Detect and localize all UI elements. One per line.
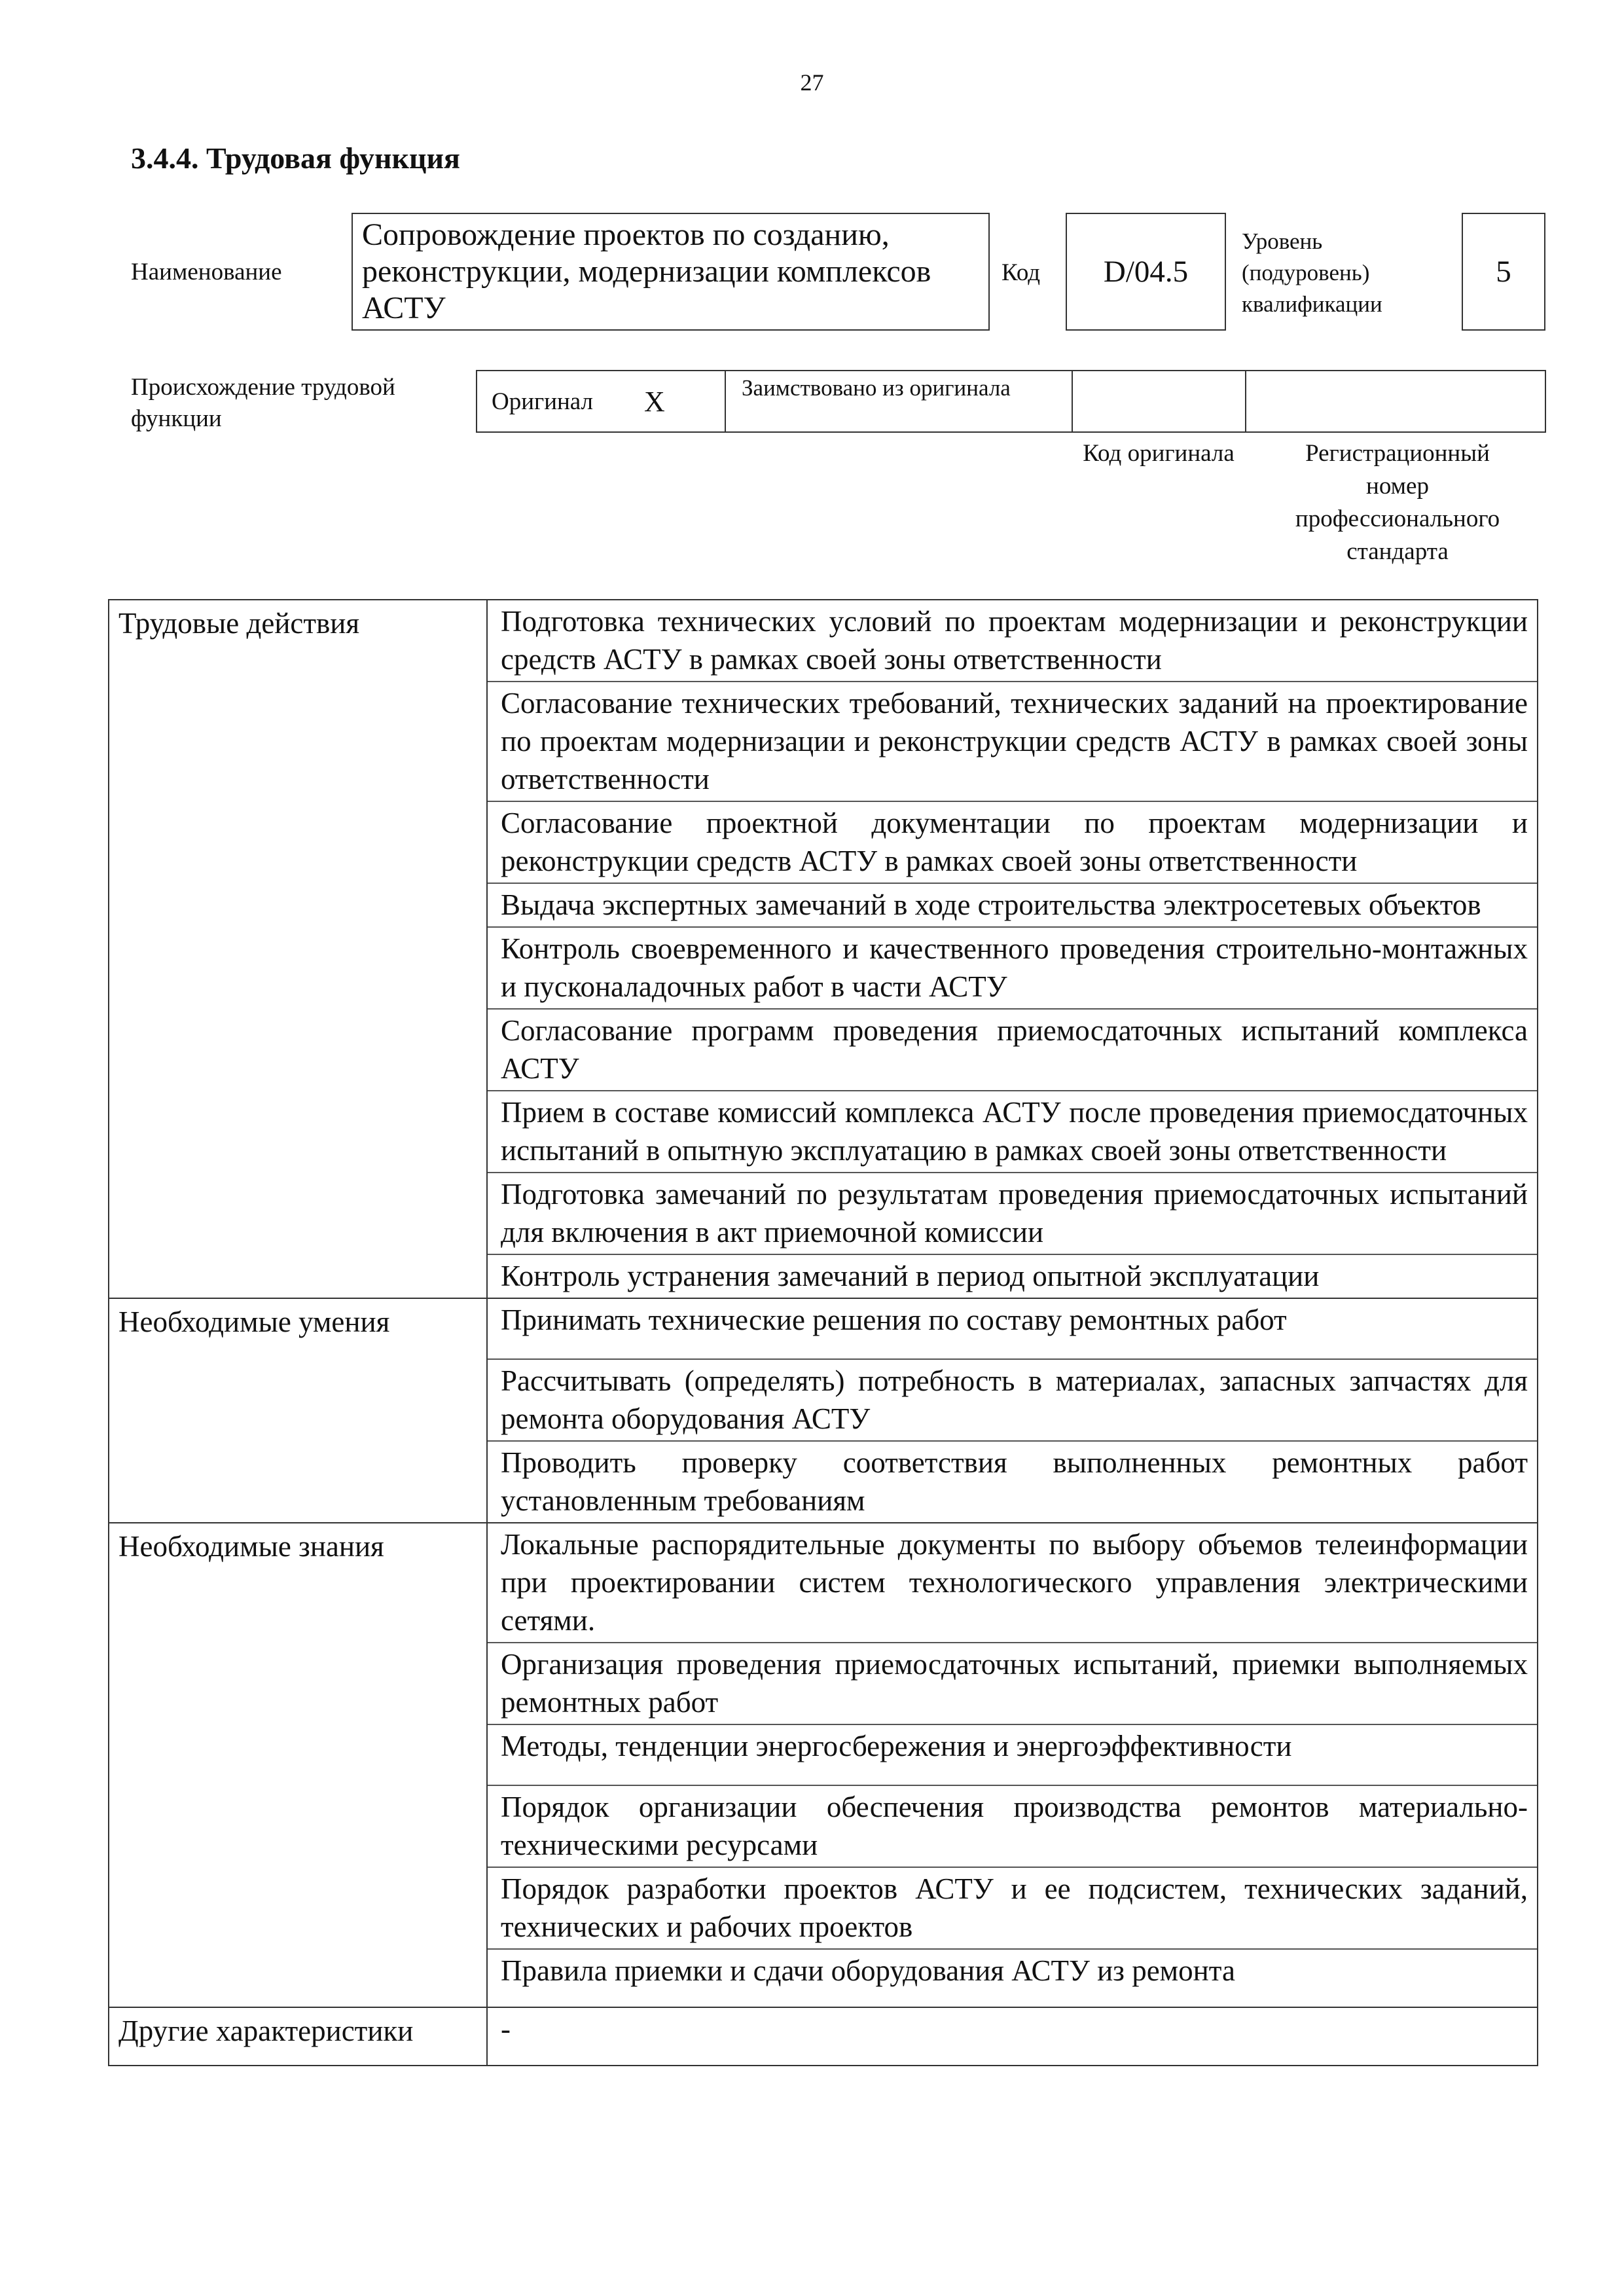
list-item: Проводить проверку соответствия выполненных ремонтных работ установленным требованиям: [501, 1446, 1528, 1517]
list-item: Методы, тенденции энергосбережения и энергоэффективности: [488, 1725, 1537, 1786]
reg-number-caption: Регистрационный номер профессионального стандарта: [1295, 440, 1500, 565]
list-item: Порядок организации обеспечения производства ремонтов материально-техническими ресурсами: [488, 1786, 1537, 1868]
qualification-level-value: 5: [1462, 213, 1545, 331]
list-item: Подготовка замечаний по результатам проведения приемосдаточных испытаний для включения в акт приемочной комиссии: [488, 1173, 1537, 1255]
list-item: Локальные распорядительные документы по выбору объемов телеинформации при проектировании систем технологического управления электрическими сетями.: [488, 1523, 1537, 1643]
section-items: [487, 600, 1538, 1298]
list-item: -: [501, 2013, 511, 2045]
section-title: 3.4.4. Трудовая функция: [131, 141, 460, 175]
list-item: Согласование программ проведения приемосдаточных испытаний комплекса АСТУ: [488, 1010, 1537, 1091]
list-item: Порядок разработки проектов АСТУ и ее подсистем, технических заданий, технических и рабочих проектов: [488, 1868, 1537, 1950]
section-category: Трудовые действия: [109, 600, 487, 1298]
section-row: [109, 2007, 1538, 2066]
original-code-cell: [1073, 371, 1246, 431]
list-item: Рассчитывать (определять) потребность в материалах, запасных запчастях для ремонта оборудования АСТУ: [488, 1360, 1537, 1442]
section-category: Необходимые умения: [109, 1298, 487, 1523]
list-item: Контроль устранения замечаний в период опытной эксплуатации: [501, 1260, 1320, 1292]
section-category: Другие характеристики: [109, 2007, 487, 2066]
list-item: Согласование проектной документации по проектам модернизации и реконструкции средств АСТУ в рамках своей зоны ответственности: [488, 802, 1537, 884]
function-name-value: Сопровождение проектов по созданию, реконструкции, модернизации комплексов АСТУ: [352, 213, 990, 331]
list-item: Выдача экспертных замечаний в ходе строительства электросетевых объектов: [488, 884, 1537, 928]
section-items: [487, 1298, 1538, 1523]
original-code-caption: Код оригинала: [1083, 440, 1235, 467]
section-category: Необходимые знания: [109, 1523, 487, 2007]
list-item: Согласование технических требований, технических заданий на проектирование по проектам модернизации и реконструкции средств АСТУ в рамках своей зоны ответственности: [488, 682, 1537, 802]
origin-label: Происхождение трудовой функции: [131, 374, 395, 432]
reg-number-cell: [1246, 371, 1545, 431]
section-row: [109, 1298, 1538, 1523]
qualification-level-label: Уровень (подуровень) квалификации: [1242, 228, 1382, 317]
original-label: Оригинал: [492, 388, 594, 415]
name-label: Наименование: [131, 259, 282, 285]
list-item: Подготовка технических условий по проектам модернизации и реконструкции средств АСТУ в рамках своей зоны ответственности: [488, 600, 1537, 682]
list-item: Контроль своевременного и качественного проведения строительно-монтажных и пусконаладочных работ в части АСТУ: [488, 928, 1537, 1010]
section-items: [487, 1523, 1538, 2007]
code-value: D/04.5: [1066, 213, 1226, 331]
list-item: Принимать технические решения по составу ремонтных работ: [488, 1299, 1537, 1360]
borrowed-label: Заимствовано из оригинала: [726, 371, 1073, 431]
list-item: Организация проведения приемосдаточных испытаний, приемки выполняемых ремонтных работ: [488, 1643, 1537, 1725]
original-mark: X: [644, 385, 665, 418]
origin-row: [476, 370, 1546, 433]
list-item: Прием в составе комиссий комплекса АСТУ после проведения приемосдаточных испытаний в опытную эксплуатацию в рамках своей зоны ответственности: [488, 1091, 1537, 1173]
function-details-table: [108, 599, 1538, 2066]
page-number: 27: [800, 69, 824, 96]
section-row: [109, 1523, 1538, 2007]
list-item: Правила приемки и сдачи оборудования АСТУ из ремонта: [501, 1954, 1235, 1987]
origin-original-cell: [477, 371, 726, 431]
section-row: [109, 600, 1538, 1298]
code-label: Код: [1001, 259, 1041, 286]
section-items: [487, 2007, 1538, 2066]
